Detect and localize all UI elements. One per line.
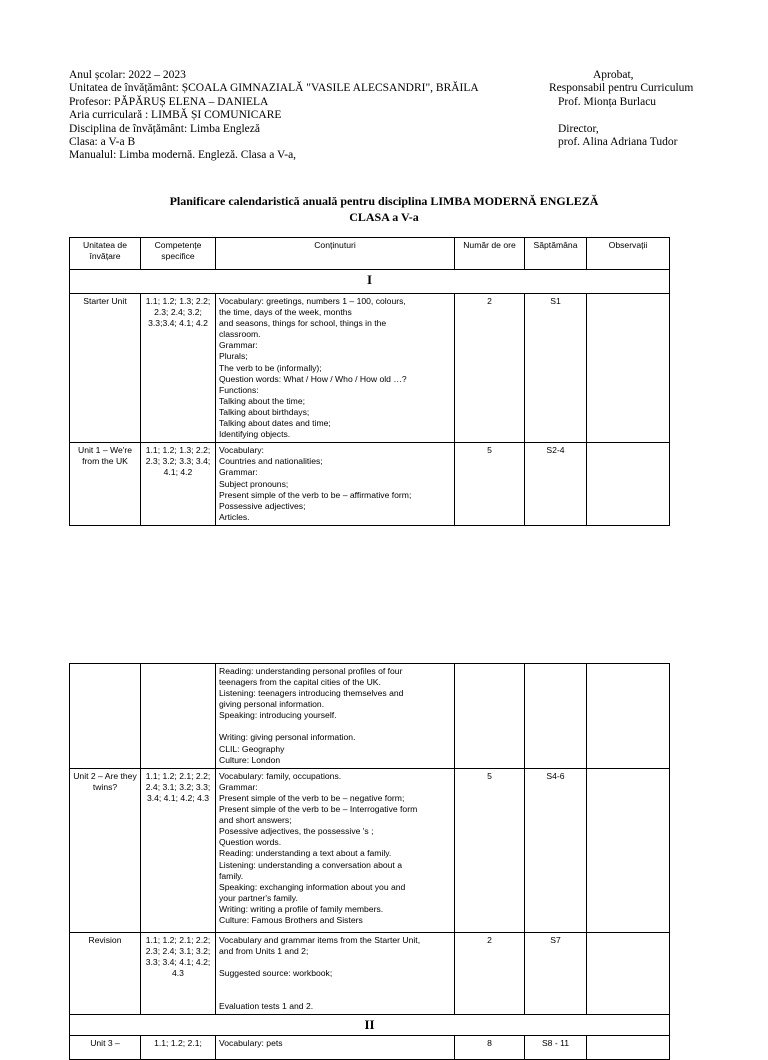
unit-cell: Unit 3 – <box>70 1036 141 1060</box>
hours-cell: 5 <box>455 443 525 526</box>
week-cell: S4-6 <box>525 768 587 932</box>
header-hours: Număr de ore <box>455 238 525 270</box>
observations-cell <box>587 1036 670 1060</box>
class: Clasa: a V-a B <box>69 136 136 149</box>
table-row <box>70 1036 670 1060</box>
content-cell: Reading: understanding personal profiles of four teenagers from the capital cities of the UK. Listening: teenagers introducing themselves and giving personal information. Speaking: introducing yourself. Writing: giving personal information. CLIL: Geography Culture: London <box>216 664 455 769</box>
competences-cell: 1.1; 1.2; 2.1; 2.2; 2.4; 3.1; 3.2; 3.3; 3.4; 4.1; 4.2; 4.3 <box>141 768 216 932</box>
document-header-info <box>69 69 479 163</box>
school-year: Anul școlar: 2022 – 2023 <box>69 69 186 81</box>
content-cell: Vocabulary: pets <box>216 1036 455 1060</box>
teacher: Profesor: PĂPĂRUȘ ELENA – DANIELA <box>69 95 269 108</box>
responsible-title: Responsabil pentru Curriculum <box>549 82 694 95</box>
observations-cell <box>587 768 670 932</box>
textbook: Manualul: Limba modernă. Engleză. Clasa a V-a, <box>69 149 297 162</box>
table-row <box>70 768 670 932</box>
unit-cell <box>70 664 141 769</box>
unit-cell: Starter Unit <box>70 294 141 443</box>
section-label: I <box>70 270 670 294</box>
responsible-name: Prof. Mionța Burlacu <box>558 95 657 108</box>
week-cell: S1 <box>525 294 587 443</box>
hours-cell: 2 <box>455 932 525 1014</box>
content-cell: Vocabulary: greetings, numbers 1 – 100, colours, the time, days of the week, months and seasons, things for school, things in the classroom. Grammar: Plurals; The verb to be (informally); Question words: What / How / Who / How old …? Functions: Talking about the time; Talking about birthdays; Talking about dates and time; Identifying objects. <box>216 294 455 443</box>
approved-label: Aprobat, <box>593 69 634 81</box>
hours-cell: 8 <box>455 1036 525 1060</box>
hours-cell: 5 <box>455 768 525 932</box>
planning-table-page-2 <box>69 663 670 1060</box>
content-cell: Vocabulary: family, occupations. Grammar: Present simple of the verb to be – negative form; Present simple of the verb to be – Interrogative form and short answers; Posessive adjectives, the possessive 's ; Question words. Reading: understanding a text about a family. Listening: understanding a conversation about a family. Speaking: exchanging information about you and your partner's family. Writing: writing a profile of family members. Culture: Famous Brothers and Sisters <box>216 768 455 932</box>
page-title <box>0 193 768 225</box>
planning-table-page-1 <box>69 237 670 526</box>
unit-cell: Revision <box>70 932 141 1014</box>
section-row <box>70 1015 670 1036</box>
competences-cell: 1.1; 1.2; 1.3; 2.2; 2.3; 3.2; 3.3; 3.4; 4.1; 4.2 <box>141 443 216 526</box>
table-row <box>70 932 670 1014</box>
table-row <box>70 664 670 769</box>
unit-cell: Unit 1 – We're from the UK <box>70 443 141 526</box>
content-cell: Vocabulary: Countries and nationalities; Grammar: Subject pronouns; Present simple of the verb to be – affirmative form; Possessive adjectives; Articles. <box>216 443 455 526</box>
competences-cell: 1.1; 1.2; 1.3; 2.2; 2.3; 2.4; 3.2; 3.3;3.4; 4.1; 4.2 <box>141 294 216 443</box>
observations-cell <box>587 932 670 1014</box>
unit-cell: Unit 2 – Are they twins? <box>70 768 141 932</box>
header-unit: Unitatea de învățare <box>70 238 141 270</box>
observations-cell <box>587 294 670 443</box>
week-cell: S8 - 11 <box>525 1036 587 1060</box>
header-content: Conținuturi <box>216 238 455 270</box>
week-cell: S7 <box>525 932 587 1014</box>
title-line-2: CLASA a V-a <box>349 210 419 224</box>
observations-cell <box>587 443 670 526</box>
header-week: Săptămâna <box>525 238 587 270</box>
header-competences: Competențe specifice <box>141 238 216 270</box>
competences-cell: 1.1; 1.2; 2.1; 2.2; 2.3; 2.4; 3.1; 3.2; 3.3; 3.4; 4.1; 4.2; 4.3 <box>141 932 216 1014</box>
week-cell <box>525 664 587 769</box>
header-observations: Observații <box>587 238 670 270</box>
hours-cell <box>455 664 525 769</box>
observations-cell <box>587 664 670 769</box>
curricular-area: Aria curriculară : LIMBĂ ȘI COMUNICARE <box>69 109 282 122</box>
director-title: Director, <box>558 122 599 135</box>
hours-cell: 2 <box>455 294 525 443</box>
approval-block <box>549 69 739 149</box>
competences-cell <box>141 664 216 769</box>
table-row <box>70 294 670 443</box>
director-name: prof. Alina Adriana Tudor <box>558 136 678 149</box>
title-line-1: Planificare calendaristică anuală pentru disciplina LIMBA MODERNĂ ENGLEZĂ <box>169 194 599 208</box>
table-header-row <box>70 238 670 270</box>
week-cell: S2-4 <box>525 443 587 526</box>
competences-cell: 1.1; 1.2; 2.1; <box>141 1036 216 1060</box>
section-label: II <box>70 1015 670 1036</box>
discipline: Disciplina de învățământ: Limba Engleză <box>69 122 260 135</box>
table-row <box>70 443 670 526</box>
content-cell: Vocabulary and grammar items from the Starter Unit, and from Units 1 and 2; Suggested source: workbook; Evaluation tests 1 and 2. <box>216 932 455 1014</box>
section-row <box>70 270 670 294</box>
school-unit: Unitatea de învățământ: ȘCOALA GIMNAZIALĂ "VASILE ALECSANDRI", BRĂILA <box>69 82 479 95</box>
